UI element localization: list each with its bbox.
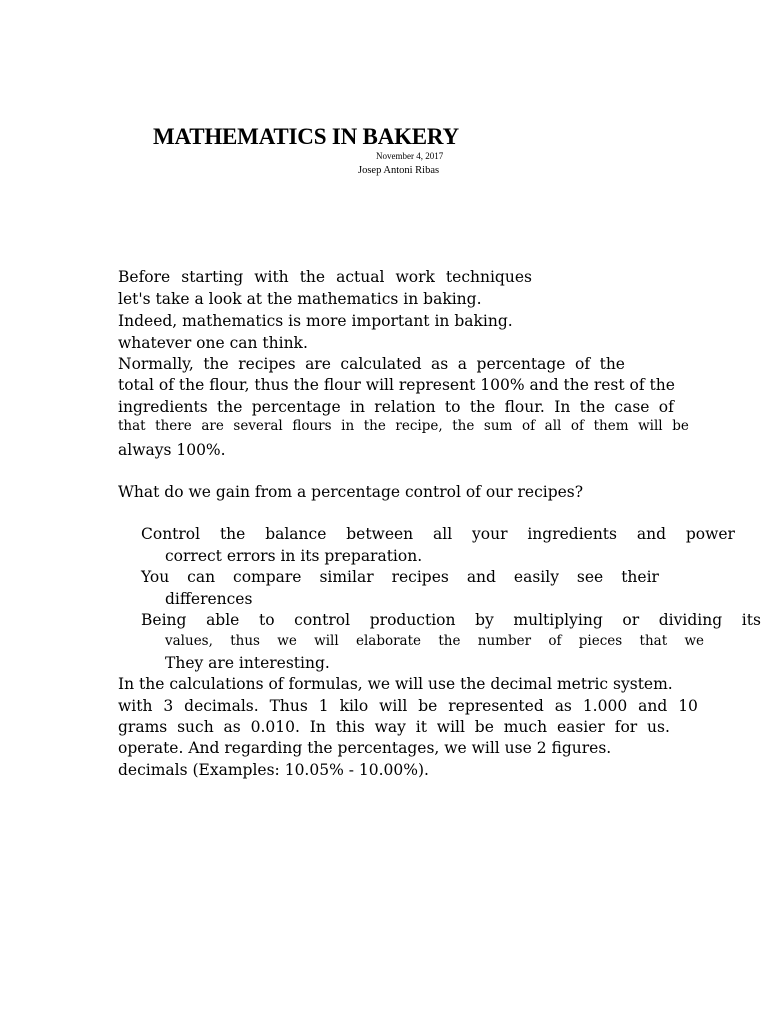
word: are	[201, 418, 224, 434]
word: and	[636, 525, 666, 543]
word: case	[614, 398, 650, 416]
word: You	[141, 568, 170, 586]
word: flours	[292, 418, 332, 434]
question-line: What do we gain from a percentage control of our recipes?	[118, 483, 584, 501]
word: 0.010.	[250, 718, 300, 736]
word: will	[314, 633, 339, 649]
word: kilo	[339, 697, 369, 715]
word: 1.000	[582, 697, 628, 715]
word: as	[554, 697, 572, 715]
word: work	[395, 268, 435, 286]
word: pieces	[578, 633, 623, 649]
word: In	[554, 398, 571, 416]
word: see	[576, 568, 604, 586]
word: Thus	[269, 697, 308, 715]
word: be	[418, 697, 438, 715]
word: the	[438, 633, 461, 649]
word: Normally,	[118, 355, 194, 373]
word: with	[118, 697, 153, 715]
word: them	[593, 418, 629, 434]
word: we	[277, 633, 297, 649]
word: your	[472, 525, 508, 543]
word: such	[177, 718, 214, 736]
word: several	[233, 418, 283, 434]
word: percentage	[476, 355, 566, 373]
word: ingredients	[527, 525, 617, 543]
word: recipes	[238, 355, 296, 373]
word: dividing	[658, 611, 723, 629]
word: the	[299, 268, 326, 286]
word: Being	[141, 611, 187, 629]
word: ingredients	[118, 398, 208, 416]
word: all	[544, 418, 562, 434]
word: relation	[374, 398, 436, 416]
word: calculated	[340, 355, 422, 373]
closing-line: operate. And regarding the percentages, we will use 2 figures.	[118, 739, 612, 757]
word: their	[621, 568, 659, 586]
word: the	[217, 398, 243, 416]
word: can	[187, 568, 216, 586]
intro-line: let's take a look at the mathematics in baking.	[118, 290, 482, 308]
word: will	[638, 418, 663, 434]
word: the	[203, 355, 229, 373]
closing-line: In the calculations of formulas, we will use the decimal metric system.	[118, 675, 673, 693]
word: and	[638, 697, 668, 715]
word: by	[475, 611, 494, 629]
word: between	[346, 525, 414, 543]
word: 1	[318, 697, 329, 715]
word: way	[374, 718, 406, 736]
word: that	[118, 418, 146, 434]
word: power	[685, 525, 735, 543]
word: there	[155, 418, 192, 434]
word: compare	[233, 568, 302, 586]
word: all	[433, 525, 453, 543]
word: easily	[513, 568, 559, 586]
word: decimals.	[184, 697, 259, 715]
word: represented	[448, 697, 544, 715]
word: and	[466, 568, 496, 586]
word: will	[436, 718, 465, 736]
word: the	[469, 398, 496, 416]
word: of	[548, 633, 562, 649]
intro-line: total of the flour, thus the flour will represent 100% and the rest of the	[118, 376, 675, 394]
word: number	[477, 633, 532, 649]
list-item-line	[141, 610, 761, 631]
list-item-line: differences	[165, 590, 253, 608]
word: the	[452, 418, 475, 434]
word: as	[223, 718, 241, 736]
intro-line	[118, 354, 625, 375]
word: it	[415, 718, 427, 736]
intro-line: Indeed, mathematics is more important in baking.	[118, 312, 513, 330]
word: techniques	[445, 268, 532, 286]
closing-line: decimals (Examples: 10.05% - 10.00%).	[118, 761, 429, 779]
word: a	[457, 355, 468, 373]
word: elaborate	[355, 633, 422, 649]
intro-line: whatever one can think.	[118, 334, 308, 352]
intro-line	[118, 397, 674, 418]
word: similar	[319, 568, 374, 586]
intro-line	[118, 267, 532, 288]
word: for	[614, 718, 638, 736]
word: actual	[336, 268, 385, 286]
list-item-line	[165, 631, 704, 652]
word: sum	[483, 418, 513, 434]
list-item-line: correct errors in its preparation.	[165, 547, 423, 565]
word: recipe,	[395, 418, 443, 434]
word: able	[206, 611, 240, 629]
list-item-line	[141, 524, 735, 545]
closing-line	[118, 696, 698, 717]
word: of	[570, 418, 585, 434]
word: control	[294, 611, 351, 629]
word: in	[350, 398, 365, 416]
intro-line	[118, 416, 689, 437]
word: are	[305, 355, 331, 373]
word: grams	[118, 718, 168, 736]
list-item-line	[141, 567, 659, 588]
word: the	[599, 355, 625, 373]
list-item-line: They are interesting.	[165, 654, 330, 672]
word: 3	[163, 697, 174, 715]
word: that	[639, 633, 668, 649]
word: In	[309, 718, 326, 736]
word: much	[503, 718, 548, 736]
word: of	[574, 355, 591, 373]
word: percentage	[251, 398, 341, 416]
word: balance	[265, 525, 327, 543]
document-title: MATHEMATICS IN BAKERY	[153, 124, 459, 149]
word: its	[741, 611, 761, 629]
word: multiplying	[513, 611, 603, 629]
word: the	[579, 398, 606, 416]
word: 10	[678, 697, 698, 715]
closing-line	[118, 717, 670, 738]
word: to	[258, 611, 275, 629]
word: we	[684, 633, 704, 649]
word: as	[431, 355, 449, 373]
word: be	[474, 718, 494, 736]
intro-line: always 100%.	[118, 441, 226, 459]
word: us.	[647, 718, 670, 736]
word: will	[379, 697, 408, 715]
word: easier	[556, 718, 605, 736]
document-date: November 4, 2017	[376, 151, 444, 161]
document-author: Josep Antoni Ribas	[358, 165, 440, 176]
word: Control	[141, 525, 201, 543]
word: or	[622, 611, 640, 629]
word: the	[363, 418, 386, 434]
word: be	[672, 418, 689, 434]
word: of	[658, 398, 674, 416]
word: with	[254, 268, 289, 286]
word: flour.	[504, 398, 545, 416]
word: recipes	[391, 568, 449, 586]
word: in	[341, 418, 355, 434]
word: production	[369, 611, 456, 629]
word: this	[335, 718, 365, 736]
word: Before	[118, 268, 171, 286]
word: the	[219, 525, 246, 543]
word: thus	[230, 633, 260, 649]
word: starting	[181, 268, 244, 286]
word: to	[444, 398, 461, 416]
word: of	[521, 418, 536, 434]
word: values,	[165, 633, 213, 649]
